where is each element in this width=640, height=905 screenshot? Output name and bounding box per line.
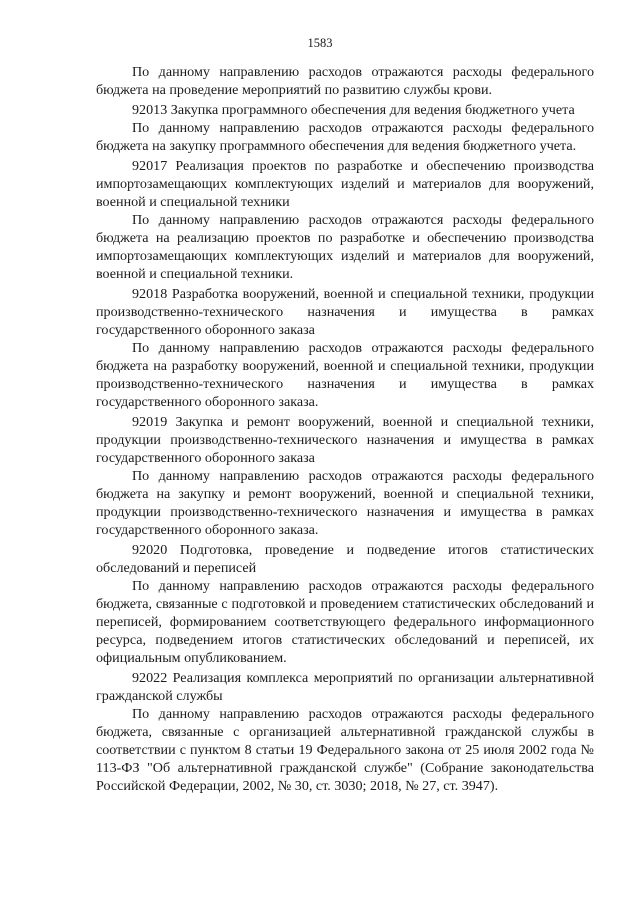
section-heading: 92017 Реализация проектов по разработке и обеспечению производства импортозамещающих комплектующих изделий и материалов для вооружений, военной и специальной техники	[96, 158, 594, 210]
paragraph-text: По данному направлению расходов отражаются расходы федерального бюджета на проведение мероприятий по развитию службы крови.	[96, 64, 594, 98]
document-body	[96, 63, 594, 795]
paragraph-text: По данному направлению расходов отражаются расходы федерального бюджета на закупку и ремонт вооружений, военной и специальной техники, продукции производственно-технического назначения и имущества в рамках государственного оборонного заказа.	[96, 468, 594, 538]
paragraph-text: По данному направлению расходов отражаются расходы федерального бюджета, связанные с подготовкой и проведением статистических обследований и переписей, формированием соответствующего федерального информационного ресурса, подведением итогов статистических обследований и переписей, их официальным опубликованием.	[96, 578, 594, 666]
section-heading: 92019 Закупка и ремонт вооружений, военной и специальной техники, продукции производственно-технического назначения и имущества в рамках государственного оборонного заказа	[96, 414, 594, 466]
page-number: 1583	[307, 36, 333, 50]
section-heading: 92018 Разработка вооружений, военной и специальной техники, продукции производственно-технического назначения и имущества в рамках государственного оборонного заказа	[96, 286, 594, 338]
section-heading: 92022 Реализация комплекса мероприятий по организации альтернативной гражданской службы	[96, 670, 594, 704]
paragraph-text: По данному направлению расходов отражаются расходы федерального бюджета, связанные с организацией альтернативной гражданской службы в соответствии с пунктом 8 статьи 19 Федерального закона от 25 июля 2002 года № 113-ФЗ "Об альтернативной гражданской службе" (Собрание законодательства Российской Федерации, 2002, № 30, ст. 3030; 2018, № 27, ст. 3947).	[96, 706, 594, 794]
section-heading: 92013 Закупка программного обеспечения для ведения бюджетного учета	[132, 102, 575, 118]
section-heading: 92020 Подготовка, проведение и подведение итогов статистических обследований и переписей	[96, 542, 594, 576]
paragraph-text: По данному направлению расходов отражаются расходы федерального бюджета на разработку вооружений, военной и специальной техники, продукции производственно-технического назначения и имущества в рамках государственного оборонного заказа.	[96, 340, 594, 410]
paragraph-text: По данному направлению расходов отражаются расходы федерального бюджета на закупку программного обеспечения для ведения бюджетного учета.	[96, 120, 594, 154]
paragraph-text: По данному направлению расходов отражаются расходы федерального бюджета на реализацию проектов по разработке и обеспечению производства импортозамещающих комплектующих изделий и материалов для вооружений, военной и специальной техники.	[96, 212, 594, 282]
